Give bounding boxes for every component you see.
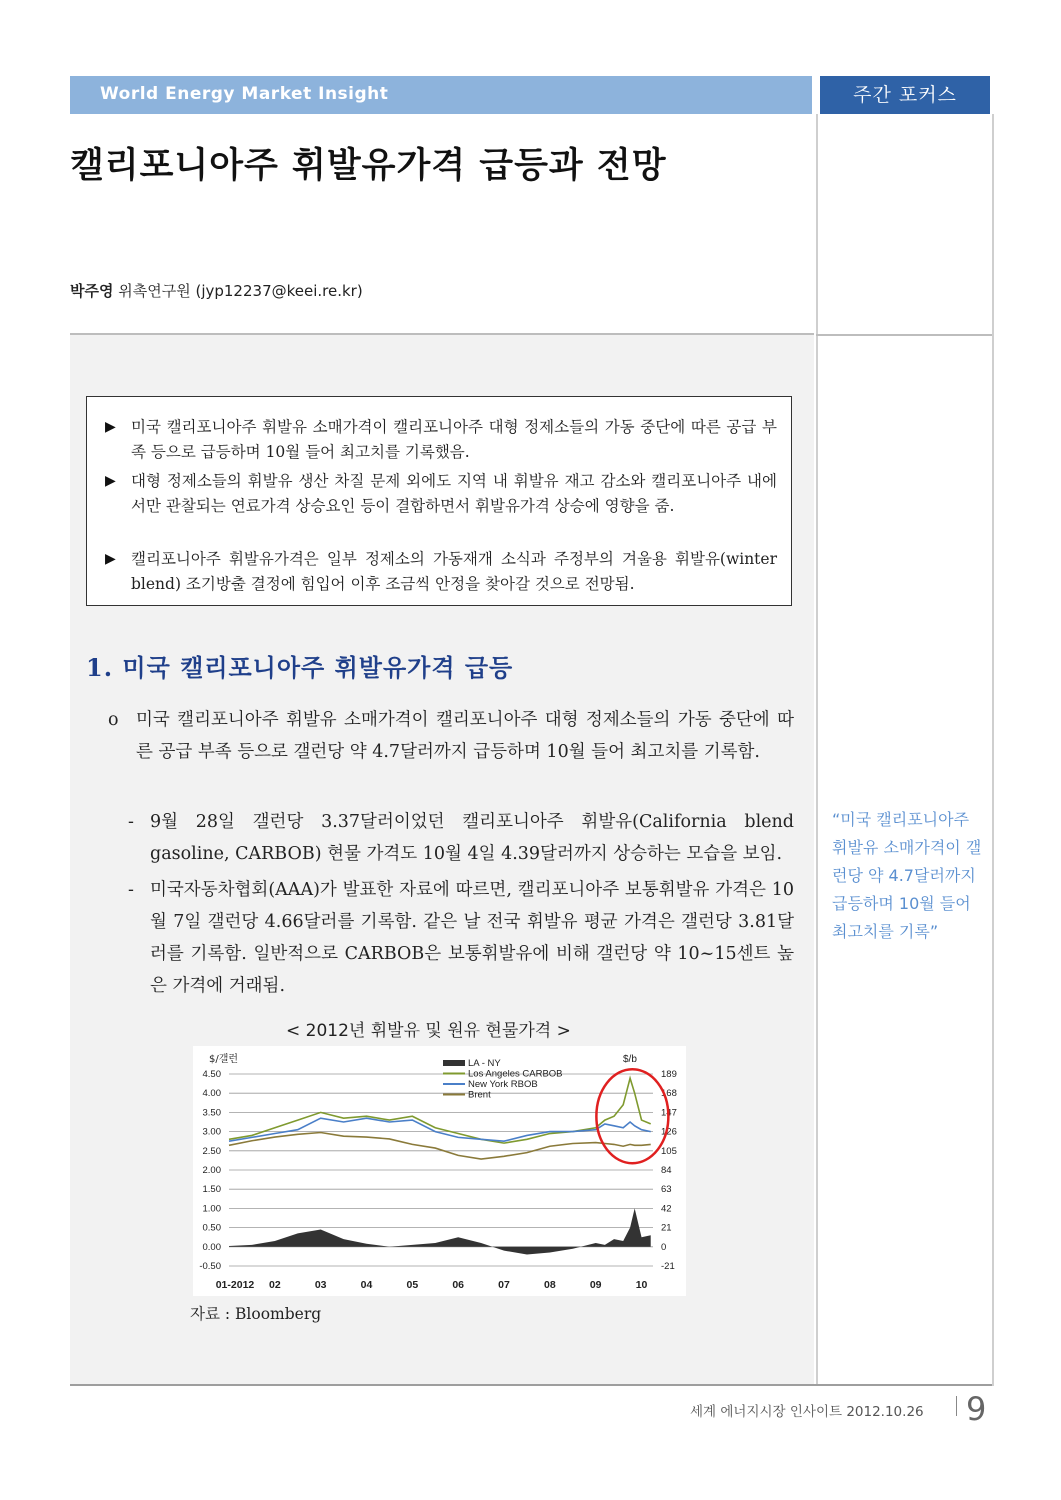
y2-tick-label: 168: [661, 1088, 677, 1100]
y2-tick-label: 0: [661, 1241, 667, 1253]
y-tick-label: 0.00: [202, 1241, 221, 1253]
x-tick-label: 03: [314, 1279, 327, 1291]
y-tick-label: 3.00: [202, 1126, 221, 1138]
legend-label: Los Angeles CARBOB: [468, 1068, 563, 1080]
x-tick-label: 09: [589, 1279, 602, 1291]
y-tick-label: 0.50: [202, 1222, 221, 1234]
legend-label: Brent: [468, 1089, 491, 1101]
y2-tick-label: 105: [661, 1145, 677, 1157]
dash-text: 미국자동차협회(AAA)가 발표한 자료에 따르면, 캘리포니아주 보통휘발유 가격은 10월 7일 갤런당 4.66달러를 기록함. 같은 날 전국 휘발유 평균 가격은 갤런당 3.81달러를 기록함. 일반적으로 CARBOB은 보통휘발유에 비해 갤런당 약 10~15센트 높은 가격에 거래됨.: [150, 880, 794, 996]
x-tick-label: 02: [268, 1279, 281, 1291]
x-tick-label: 08: [544, 1279, 556, 1291]
y-tick-label: 2.00: [202, 1165, 221, 1176]
page-number: 9: [966, 1390, 987, 1428]
summary-item: [105, 415, 777, 465]
sidebar-divider: [816, 334, 992, 336]
pull-quote: “미국 캘리포니아주 휘발유 소매가격이 갤런당 약 4.7달러까지 급등하며 10월 들어 최고치를 기록”: [832, 810, 982, 941]
y2-tick-label: -21: [661, 1261, 675, 1272]
dash-text: 9월 28일 갤런당 3.37달러이었던 캘리포니아주 휘발유(California blend gasoline, CARBOB) 현물 가격도 10월 4일 4.39달러까지 상승하는 모습을 보임.: [150, 812, 794, 864]
circle-bullet-icon: o: [108, 710, 119, 730]
y-tick-label: 3.50: [202, 1107, 221, 1119]
author-line: [70, 280, 363, 301]
y2-tick-label: 42: [661, 1203, 672, 1215]
triangle-bullet-icon: ▶: [105, 551, 116, 567]
chart-svg: [193, 1046, 686, 1296]
series-line-brent: [229, 1133, 651, 1160]
y-tick-label: 4.00: [202, 1088, 221, 1100]
y2-tick-label: 189: [661, 1069, 677, 1080]
series-title: World Energy Market Insight: [100, 84, 389, 104]
section-heading: 1. 미국 캘리포니아주 휘발유가격 급등: [86, 653, 514, 682]
dash-marker: -: [128, 880, 134, 900]
summary-text: 미국 캘리포니아주 휘발유 소매가격이 캘리포니아주 대형 정제소들의 가동 중단에 따른 공급 부족 등으로 급등하며 10월 들어 최고치를 기록했음.: [131, 418, 777, 461]
author-info: 위촉연구원 (jyp12237@keei.re.kr): [113, 282, 363, 300]
x-tick-label: 10: [635, 1279, 648, 1291]
legend-label: LA - NY: [468, 1058, 501, 1069]
y-tick-label: 1.50: [202, 1184, 221, 1196]
page-title: 캘리포니아주 휘발유가격 급등과 전망: [70, 146, 667, 186]
y2-tick-label: 126: [661, 1126, 677, 1138]
series-area-la-ny: [229, 1208, 651, 1254]
y2-axis-label: $/b: [623, 1054, 637, 1065]
y-tick-label: 4.50: [202, 1069, 221, 1080]
summary-text: 대형 정제소들의 휘발유 생산 차질 문제 외에도 지역 내 휘발유 재고 감소와 캘리포니아주 내에서만 관찰되는 연료가격 상승요인 등이 결합하면서 휘발유가격 상승에 영향을 줌.: [131, 472, 777, 515]
y-axis-label: $/갤런: [209, 1054, 239, 1065]
triangle-bullet-icon: ▶: [105, 419, 116, 435]
triangle-bullet-icon: ▶: [105, 473, 116, 489]
price-chart: [193, 1046, 686, 1296]
chart-caption: < 2012년 휘발유 및 원유 현물가격 >: [286, 1021, 571, 1041]
bottom-divider: [70, 1384, 992, 1386]
x-tick-label: 04: [360, 1279, 373, 1291]
bullet-paragraph: [108, 704, 794, 768]
summary-box: [86, 396, 792, 606]
x-tick-label: 05: [406, 1279, 419, 1291]
summary-item: [105, 547, 777, 597]
legend-label: New York RBOB: [468, 1079, 538, 1090]
y-tick-label: -0.50: [199, 1261, 221, 1272]
author-name: 박주영: [70, 282, 114, 300]
summary-text: 캘리포니아주 휘발유가격은 일부 정제소의 가동재개 소식과 주정부의 겨울용 휘발유(winter blend) 조기방출 결정에 힘입어 이후 조금씩 안정을 찾아갈 것으로 전망됨.: [131, 550, 777, 593]
legend-swatch: [443, 1060, 465, 1066]
footer-publication: 세계 에너지시장 인사이트 2012.10.26: [690, 1404, 924, 1420]
y2-tick-label: 84: [661, 1165, 672, 1176]
y2-tick-label: 21: [661, 1222, 672, 1234]
y-tick-label: 1.00: [202, 1203, 221, 1215]
section-tab: 주간 포커스: [820, 76, 990, 114]
y2-tick-label: 63: [661, 1184, 672, 1196]
x-tick-label: 06: [452, 1279, 465, 1291]
x-tick-label: 01-2012: [215, 1279, 255, 1291]
x-tick-label: 07: [498, 1279, 510, 1291]
dash-paragraph: [128, 874, 794, 1002]
bullet-text: 미국 캘리포니아주 휘발유 소매가격이 캘리포니아주 대형 정제소들의 가동 중단에 따른 공급 부족 등으로 갤런당 약 4.7달러까지 급등하며 10월 들어 최고치를 기록함.: [136, 710, 794, 762]
y2-tick-label: 147: [661, 1107, 677, 1119]
chart-source: 자료 : Bloomberg: [190, 1305, 322, 1323]
summary-item: [105, 469, 777, 519]
dash-paragraph: [128, 806, 794, 870]
footer-separator: [956, 1396, 957, 1416]
y-tick-label: 2.50: [202, 1145, 221, 1157]
dash-marker: -: [128, 812, 134, 832]
sidebar-column: [816, 114, 994, 1386]
